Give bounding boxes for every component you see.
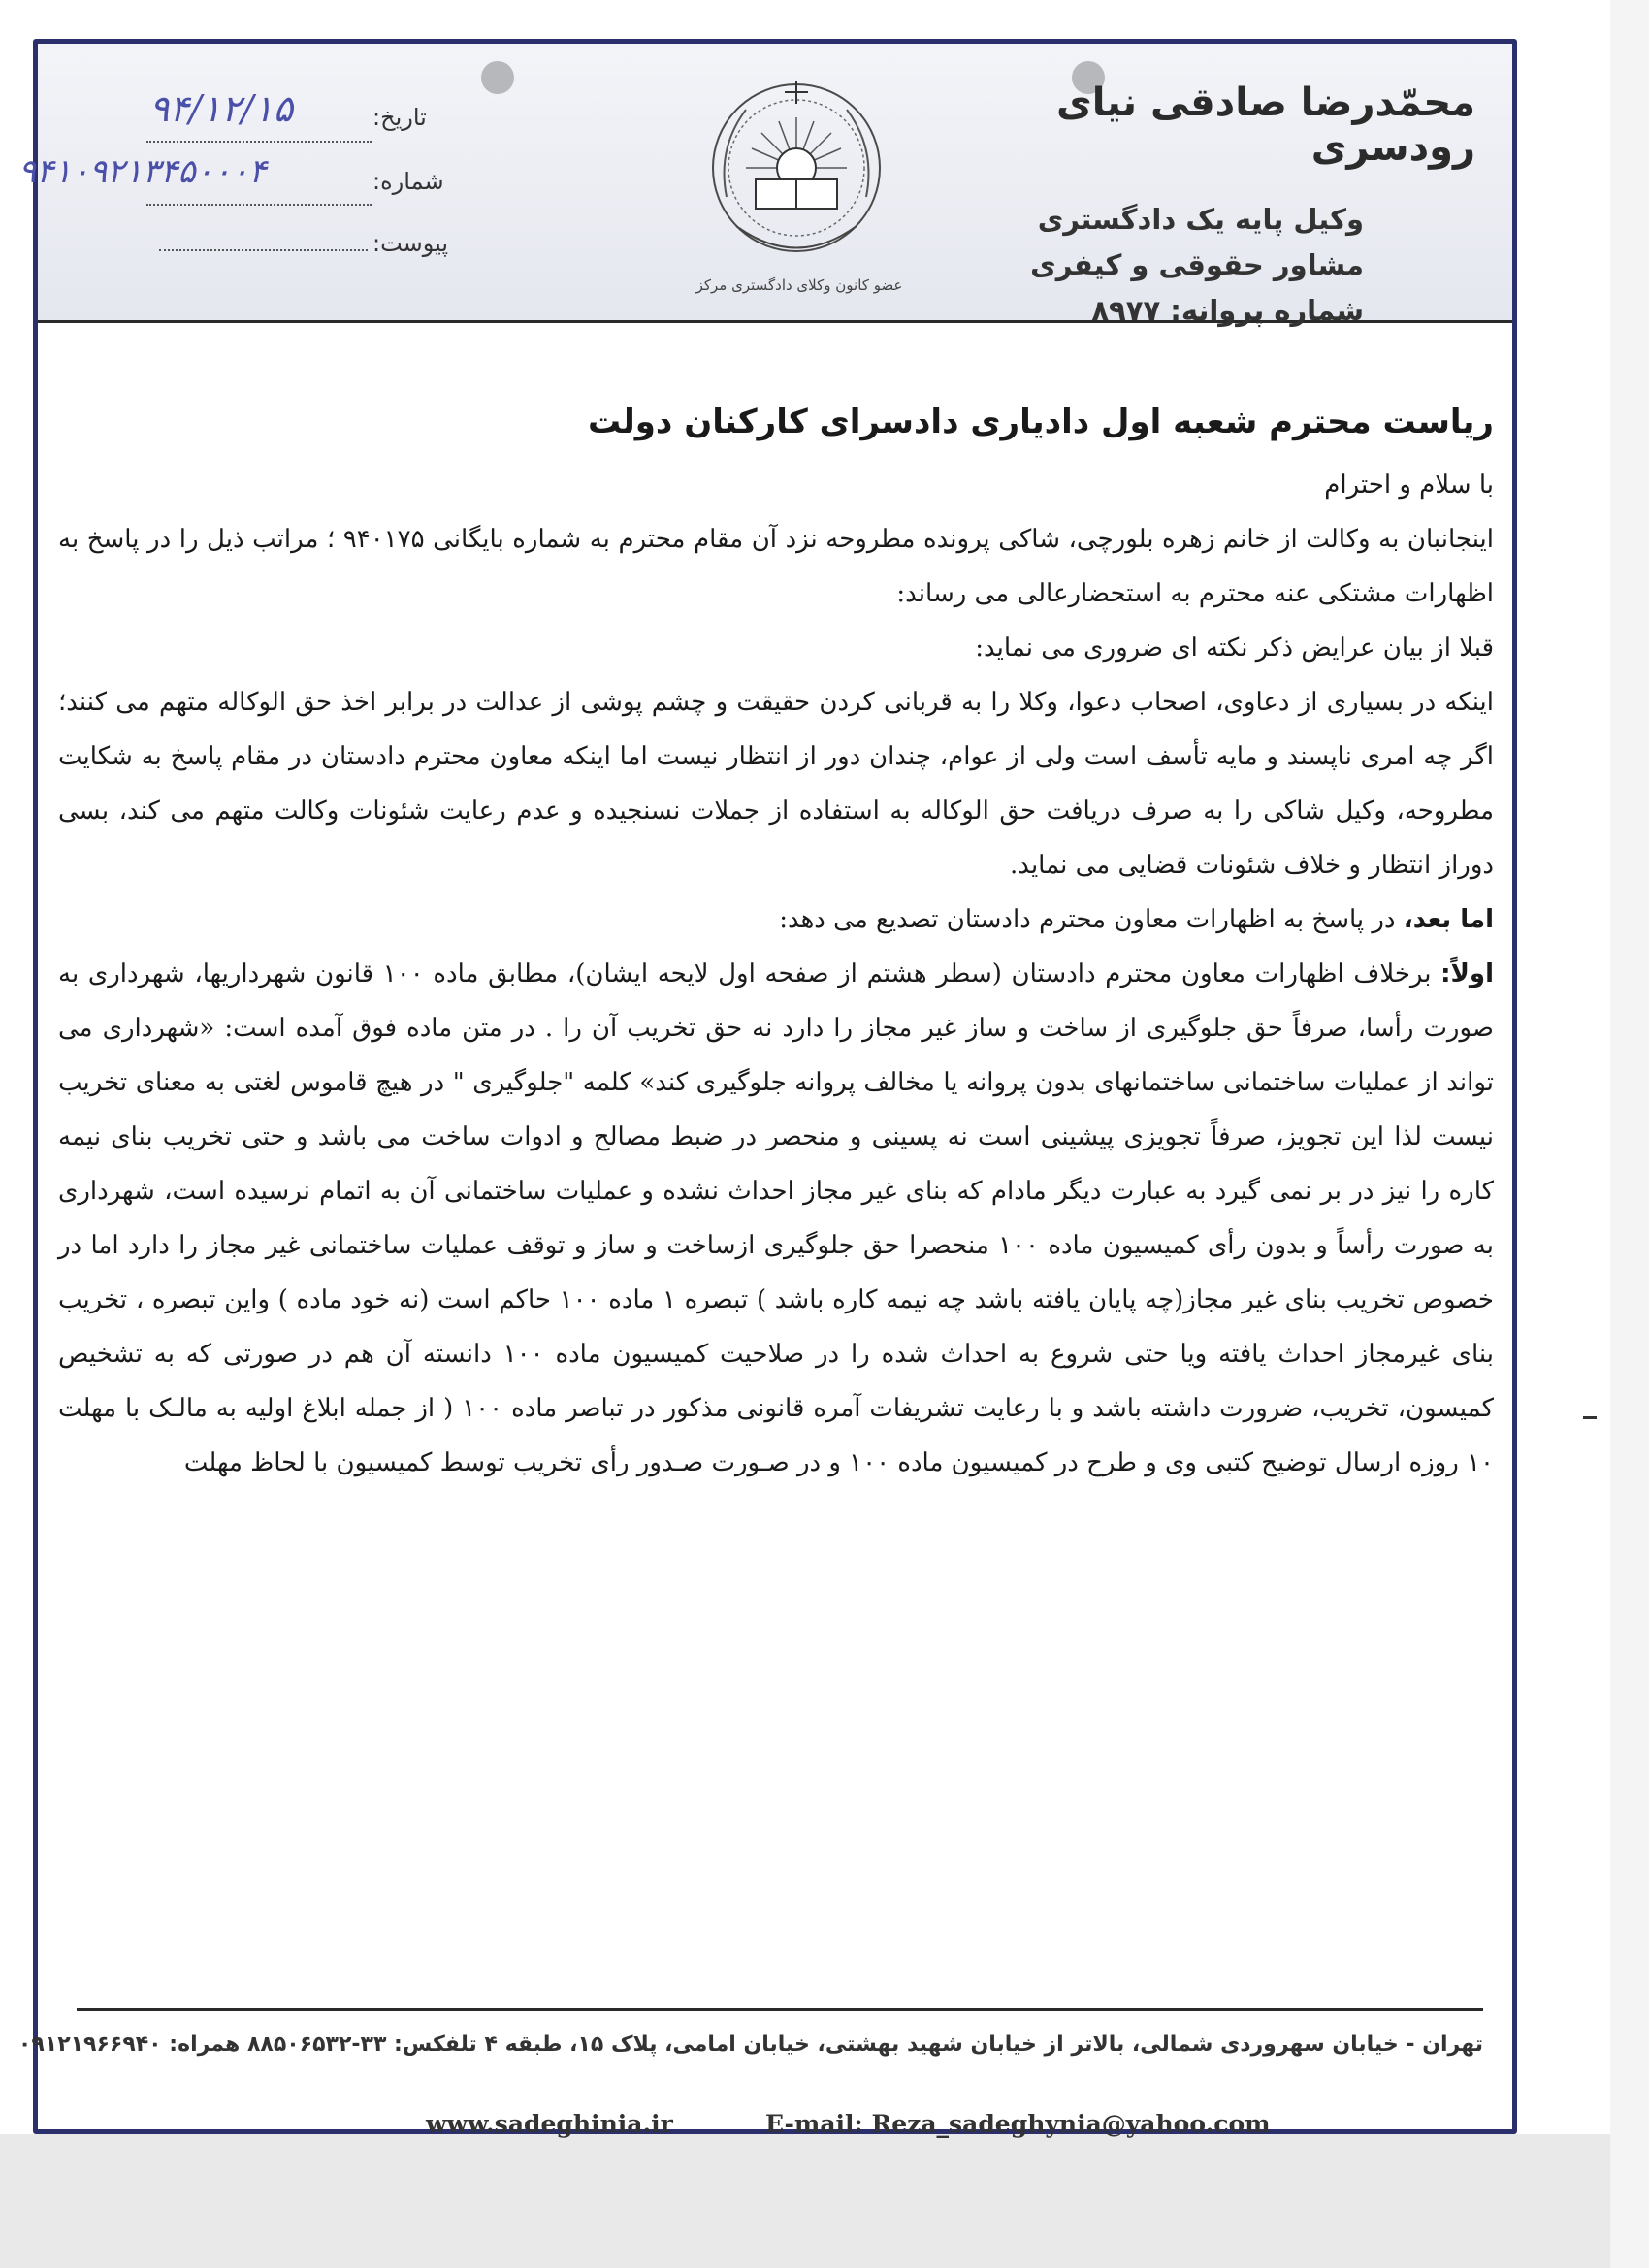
margin-mark <box>1583 1416 1597 1419</box>
transition-text: در پاسخ به اظهارات معاون محترم دادستان تصدیع می دهد: <box>779 905 1404 934</box>
scan-margin <box>1610 0 1649 2268</box>
paragraph-intro: اینجانبان به وکالت از خانم زهره بلورچی، شاکی پرونده مطروحه نزد آن مقام محترم به شماره بایگانی ۹۴۰۱۷۵ ؛ مراتب ذیل را در پاسخ به اظهارات مشتکی عنه محترم به استحضارعالی می رساند: <box>58 525 1494 608</box>
date-value: ۹۴/۱۲/۱۵ <box>149 87 294 130</box>
paragraph-transition <box>58 892 1494 947</box>
greeting: با سلام و احترام <box>1324 470 1494 500</box>
footer-email: E-mail: Reza_sadeghynia@yahoo.com <box>765 2110 1271 2138</box>
lawyer-info <box>932 81 1475 334</box>
footer-divider <box>77 2008 1483 2011</box>
date-label: تاریخ: <box>372 104 427 131</box>
number-label: شماره: <box>372 168 444 195</box>
first-point-lead: اولاً: <box>1440 959 1494 988</box>
lawyer-specialty: مشاور حقوقی و کیفری <box>1030 248 1364 281</box>
lawyer-name: محمّدرضا صادقی نیای رودسری <box>1056 81 1475 170</box>
scan-background <box>0 2134 1649 2268</box>
attachment-line <box>159 249 368 251</box>
lawyer-title: وکیل پایه یک دادگستری <box>1037 203 1364 236</box>
license-number: شماره پروانه: ۸۹۷۷ <box>1091 294 1364 327</box>
transition-lead: اما بعد، <box>1403 905 1494 934</box>
number-value: ۹۴۱۰۹۲۱۳۴۵۰۰۰۴ <box>18 152 267 191</box>
first-point-text: برخلاف اظهارات معاون محترم دادستان (سطر هشتم از صفحه اول لایحه ایشان)، مطابق ماده ۱۰۰ قانون شهرداریها، شهرداری به صورت رأسا، صرفاً حق جلوگیری از ساخت و ساز غیر مجاز را دارد نه حق تخریب آن را . در متن ماده فوق آمده است: «شهرداری می تواند از عملیات ساختمانی ساختمانهای بدون پروانه یا مخالف پروانه جلوگیری کند» کلمه "جلوگیری " در هیچ قاموس لغتی به معنای تخریب نیست لذا این تجویز، صرفاً تجویزی پیشینی است نه پسینی و منحصر در ضبط مصالح و ادوات ساخت می باشد و حتی تخریب بنای نیمه کاره را نیز در بر نمی گیرد به عبارت دیگر مادام که بنای غیر مجاز احداث نشده و عملیات ساختمانی آن به اتمام نرسیده است، شهرداری به صورت رأساً و بدون رأی کمیسیون ماده ۱۰۰ منحصرا حق جلوگیری ازساخت و ساز و توقف عملیات ساختمانی غیر مجاز را دارد اما در خصوص تخریب بنای غیر مجاز(چه پایان یافته باشد چه نیمه کاره باشد ) تبصره ۱ ماده ۱۰۰ حاکم است (نه خود ماده ) واین تبصره ، تخریب بنای غیرمجاز احداث یافته ویا حتی شروع به احداث شده را در صلاحیت کمیسیون ماده ۱۰۰ دانسته آن هم در صورتی که به تشخیص کمیسون، تخریب، ضرورت داشته باشد و با رعایت تشریفات آمره قانونی مذکور در تباصر ماده ۱۰۰ ( از جمله ابلاغ اولیه به مالـک با مهلت ۱۰ روزه ارسال توضیح کتبی وی و طرح در کمیسیون ماده ۱۰۰ و در صـورت صـدور رأی تخریب توسط کمیسیون با لحاظ مهلت <box>58 959 1495 1477</box>
letterhead <box>18 44 1512 327</box>
emblem-caption: عضو کانون وکلای دادگستری مرکز <box>695 276 903 294</box>
attachment-label: پیوست: <box>372 230 449 257</box>
footer-address: تهران - خیابان سهروردی شمالی، بالاتر از خیابان شهید بهشتی، خیابان امامی، پلاک ۱۵، طبقه ۴ تلفکس: ۳۳-۸۸۵۰۶۵۳۲ همراه: ۰۹۱۲۱۹۶۶۹۴۰ <box>17 2032 1483 2057</box>
number-line <box>146 204 372 206</box>
letter-body <box>58 388 1494 1490</box>
date-line <box>146 141 372 143</box>
paragraph-remark: اینکه در بسیاری از دعاوی، اصحاب دعوا، وکلا را به قربانی کردن حقیقت و چشم پوشی از عدالت در برابر اخذ حق الوکاله متهم می کنند؛ اگر چه امری ناپسند و مایه تأسف است ولی از عوام، چندان دور از انتظار نیست اما اینکه معاون محترم دادستان در مقام پاسخ به شکایت مطروحه، وکیل شاکی را به صرف دریافت حق الوکاله به استفاده از جملات نسنجیده و عدم رعایت شئونات وکالت متهم می کند، بسی دوراز انتظار و خلاف شئونات قضایی می نماید. <box>58 688 1494 880</box>
recipient-heading: ریاست محترم شعبه اول دادیاری دادسرای کارکنان دولت <box>588 403 1494 441</box>
paragraph-preface: قبلا از بیان عرایض ذکر نکته ای ضروری می نماید: <box>975 633 1494 663</box>
footer-website: www.sadeghinia.ir <box>426 2110 673 2138</box>
punch-hole <box>481 61 514 94</box>
bar-association-emblem-icon <box>697 71 896 289</box>
paragraph-first-point <box>58 947 1494 1490</box>
